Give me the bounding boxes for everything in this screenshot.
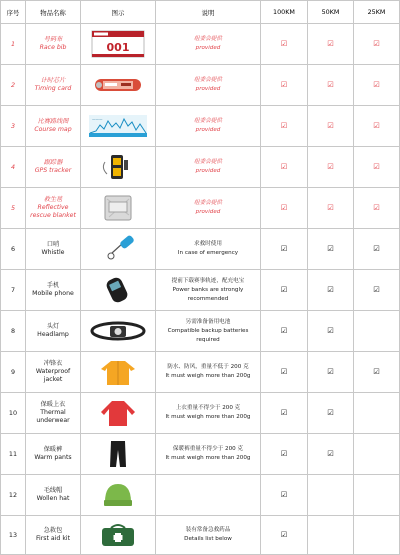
check-icon: ☑ [373, 161, 380, 171]
item-name-cell [26, 65, 81, 106]
item-name-cn: 跟踪器 [43, 159, 63, 166]
item-image [81, 439, 155, 469]
check-icon: ☑ [373, 243, 380, 253]
item-image [81, 29, 155, 59]
row-number: 11 [1, 434, 26, 475]
item-name-en: First aid kit [35, 535, 71, 542]
item-image-cell [81, 188, 156, 229]
requirement-100km [261, 24, 308, 65]
check-icon: ☑ [280, 284, 288, 294]
table-row [1, 24, 400, 65]
table-row [1, 434, 400, 475]
requirement-100km [261, 188, 308, 229]
requirement-25km [354, 188, 400, 229]
item-name-cn: 手机 [46, 282, 60, 289]
item-name-cell [26, 475, 81, 516]
description-line: 另需准备备用电池 [185, 318, 231, 325]
item-name-en: Mobile phone [32, 290, 74, 297]
check-icon: ☑ [327, 407, 334, 417]
item-image [81, 316, 155, 346]
check-icon: ☑ [280, 529, 288, 539]
item-description-cell [156, 188, 261, 229]
check-icon: ☑ [327, 243, 334, 253]
table-row [1, 311, 400, 352]
header-25km: 25KM [354, 1, 400, 24]
item-name-en-line2: underwear [36, 417, 70, 424]
item-name-en: Headlamp [37, 331, 69, 338]
description-line: provided [195, 168, 221, 174]
table-row [1, 475, 400, 516]
check-icon: ☑ [373, 202, 380, 212]
table-row [1, 147, 400, 188]
item-name-cn: 比赛路线图 [37, 118, 69, 125]
requirement-25km [354, 516, 400, 555]
item-image [81, 480, 155, 510]
requirement-100km [261, 475, 308, 516]
check-icon: ☑ [280, 325, 288, 335]
requirement-50km [308, 106, 354, 147]
item-name-cell [26, 188, 81, 229]
bib-number-text: 001 [106, 41, 130, 54]
item-description-cell [156, 24, 261, 65]
item-image-cell [81, 475, 156, 516]
table-row [1, 106, 400, 147]
item-name-en: Wollen hat [36, 495, 70, 502]
check-icon: ☑ [373, 79, 380, 89]
description-line: recommended [187, 295, 229, 302]
row-number: 10 [1, 393, 26, 434]
row-number: 9 [1, 352, 26, 393]
requirement-50km [308, 311, 354, 352]
requirement-25km [354, 434, 400, 475]
header-image: 图示 [81, 1, 156, 24]
item-name-en: Whistle [41, 249, 65, 256]
item-description-cell [156, 434, 261, 475]
description-line: Power banks are strongly [172, 286, 244, 293]
item-image-cell [81, 147, 156, 188]
row-number: 5 [1, 188, 26, 229]
item-image-cell [81, 24, 156, 65]
check-icon: ☑ [280, 120, 288, 130]
item-description-cell [156, 352, 261, 393]
item-image-cell [81, 270, 156, 311]
item-image [81, 111, 155, 141]
description-line: Compatible backup batteries [167, 327, 249, 334]
description-line: 组委会提供 [194, 118, 222, 124]
item-image [81, 520, 155, 550]
item-description-cell [156, 106, 261, 147]
check-icon: ☑ [280, 366, 288, 376]
check-icon: ☑ [327, 284, 334, 294]
check-icon: ☑ [373, 284, 380, 294]
description-line: 组委会提供 [194, 159, 222, 165]
description-line: required [196, 336, 220, 343]
description-line: 组委会提供 [194, 36, 222, 42]
table-row [1, 65, 400, 106]
requirement-50km [308, 434, 354, 475]
item-description-cell [156, 475, 261, 516]
header-item: 物品名称 [26, 1, 81, 24]
check-icon: ☑ [280, 407, 288, 417]
item-description-cell [156, 229, 261, 270]
header-description: 说明 [156, 1, 261, 24]
requirement-25km [354, 311, 400, 352]
item-image [81, 193, 155, 223]
requirement-50km [308, 270, 354, 311]
requirement-100km [261, 516, 308, 555]
header-50km: 50KM [308, 1, 354, 24]
item-name-cell [26, 516, 81, 555]
requirement-50km [308, 475, 354, 516]
item-description-cell [156, 516, 261, 555]
check-icon: ☑ [327, 120, 334, 130]
row-number: 1 [1, 24, 26, 65]
item-name-en: GPS tracker [34, 167, 72, 174]
item-name-en: Timing card [34, 85, 72, 92]
item-name-cell [26, 229, 81, 270]
requirement-100km [261, 229, 308, 270]
item-name-en: Race bib [39, 44, 67, 51]
item-name-cn: 救生毯 [43, 196, 63, 203]
description-line: 保暖裤重量不得少于 200 克 [172, 446, 244, 452]
item-name-cn: 保暖上衣 [40, 401, 66, 408]
description-line: provided [195, 45, 221, 51]
item-image [81, 234, 155, 264]
requirement-100km [261, 311, 308, 352]
row-number: 13 [1, 516, 26, 555]
item-description-cell [156, 311, 261, 352]
item-name-cell [26, 270, 81, 311]
header-no: 序号 [1, 1, 26, 24]
description-line: 上衣重量不得少于 200 克 [175, 405, 241, 411]
item-name-cell [26, 434, 81, 475]
check-icon: ☑ [327, 325, 334, 335]
check-icon: ☑ [327, 161, 334, 171]
table-row [1, 393, 400, 434]
item-description-cell [156, 393, 261, 434]
item-name-en-line2: jacket [43, 376, 63, 383]
table-row [1, 229, 400, 270]
item-name-cell [26, 24, 81, 65]
check-icon: ☑ [327, 448, 334, 458]
requirement-100km [261, 147, 308, 188]
item-image [81, 275, 155, 305]
header-row [1, 1, 400, 24]
requirement-25km [354, 106, 400, 147]
check-icon: ☑ [280, 79, 288, 89]
item-name-cell [26, 106, 81, 147]
check-icon: ☑ [327, 38, 334, 48]
requirement-25km [354, 24, 400, 65]
requirement-50km [308, 24, 354, 65]
item-name-cn: 计时芯片 [40, 77, 66, 84]
requirement-100km [261, 106, 308, 147]
item-image-cell [81, 393, 156, 434]
requirement-100km [261, 352, 308, 393]
item-name-cn: 口哨 [46, 241, 60, 248]
check-icon: ☑ [280, 448, 288, 458]
check-icon: ☑ [373, 366, 380, 376]
description-line: Details list below [184, 536, 232, 542]
item-description-cell [156, 147, 261, 188]
table-row [1, 188, 400, 229]
requirement-50km [308, 229, 354, 270]
description-line: It must weigh more than 200g [165, 373, 251, 379]
description-line: 组委会提供 [194, 200, 222, 206]
table-row [1, 352, 400, 393]
header-100km: 100KM [261, 1, 308, 24]
item-description-cell [156, 65, 261, 106]
check-icon: ☑ [327, 366, 334, 376]
item-name-en-line2: rescue blanket [30, 212, 76, 219]
item-name-cn: 保暖裤 [43, 446, 63, 453]
description-line: 提前下载赛事轨迹，配充电宝 [171, 277, 245, 284]
requirement-100km [261, 393, 308, 434]
item-name-en: Waterproof [35, 368, 71, 375]
requirement-50km [308, 393, 354, 434]
description-line: 组委会提供 [194, 77, 222, 83]
table-row [1, 516, 400, 555]
requirement-25km [354, 352, 400, 393]
description-line: 装有常备急救药品 [185, 527, 231, 533]
check-icon: ☑ [327, 79, 334, 89]
svg-text:———: ——— [92, 117, 103, 121]
requirement-50km [308, 147, 354, 188]
requirement-100km [261, 270, 308, 311]
row-number: 6 [1, 229, 26, 270]
check-icon: ☑ [280, 489, 288, 499]
row-number: 4 [1, 147, 26, 188]
item-name-cell [26, 352, 81, 393]
item-image [81, 357, 155, 387]
item-name-cn: 急救包 [43, 527, 63, 534]
requirement-50km [308, 188, 354, 229]
check-icon: ☑ [280, 202, 288, 212]
item-image-cell [81, 311, 156, 352]
item-image-cell [81, 65, 156, 106]
description-line: It must weigh more than 200g [165, 414, 251, 420]
check-icon: ☑ [373, 120, 380, 130]
item-name-cn: 号码布 [43, 36, 63, 43]
item-image-cell [81, 516, 156, 555]
item-image-cell [81, 352, 156, 393]
description-line: 防水、防风，重量不低于 200 克 [167, 364, 249, 370]
item-image [81, 70, 155, 100]
row-number: 2 [1, 65, 26, 106]
item-name-cn: 头灯 [46, 323, 60, 330]
requirement-50km [308, 516, 354, 555]
row-number: 7 [1, 270, 26, 311]
check-icon: ☑ [373, 38, 380, 48]
row-number: 8 [1, 311, 26, 352]
item-name-en: Thermal [40, 409, 66, 416]
check-icon: ☑ [280, 243, 288, 253]
check-icon: ☑ [280, 161, 288, 171]
check-icon: ☑ [327, 202, 334, 212]
item-image [81, 152, 155, 182]
item-name-cell [26, 147, 81, 188]
item-image-cell [81, 106, 156, 147]
description-line: provided [195, 209, 221, 215]
item-name-cell [26, 311, 81, 352]
requirement-100km [261, 434, 308, 475]
row-number: 12 [1, 475, 26, 516]
item-name-cn: 毛线帽 [43, 487, 63, 494]
item-name-cell [26, 393, 81, 434]
requirement-50km [308, 65, 354, 106]
requirement-100km [261, 65, 308, 106]
item-image-cell [81, 229, 156, 270]
item-image-cell [81, 434, 156, 475]
table-row [1, 270, 400, 311]
item-description-cell [156, 270, 261, 311]
requirement-50km [308, 352, 354, 393]
description-line: provided [195, 127, 221, 133]
requirement-25km [354, 393, 400, 434]
item-image [81, 398, 155, 428]
row-number: 3 [1, 106, 26, 147]
requirement-25km [354, 270, 400, 311]
description-line: provided [195, 86, 221, 92]
requirement-25km [354, 229, 400, 270]
item-name-en: Reflective [37, 204, 69, 211]
requirement-25km [354, 475, 400, 516]
requirement-25km [354, 65, 400, 106]
description-line: 求救时使用 [194, 241, 222, 247]
item-name-en: Warm pants [34, 454, 72, 461]
requirement-25km [354, 147, 400, 188]
description-line: It must weigh more than 200g [165, 455, 251, 461]
description-line: In case of emergency [177, 250, 239, 256]
check-icon: ☑ [280, 38, 288, 48]
item-name-cn: 冲锋衣 [43, 360, 63, 367]
item-name-en: Course map [34, 126, 72, 133]
